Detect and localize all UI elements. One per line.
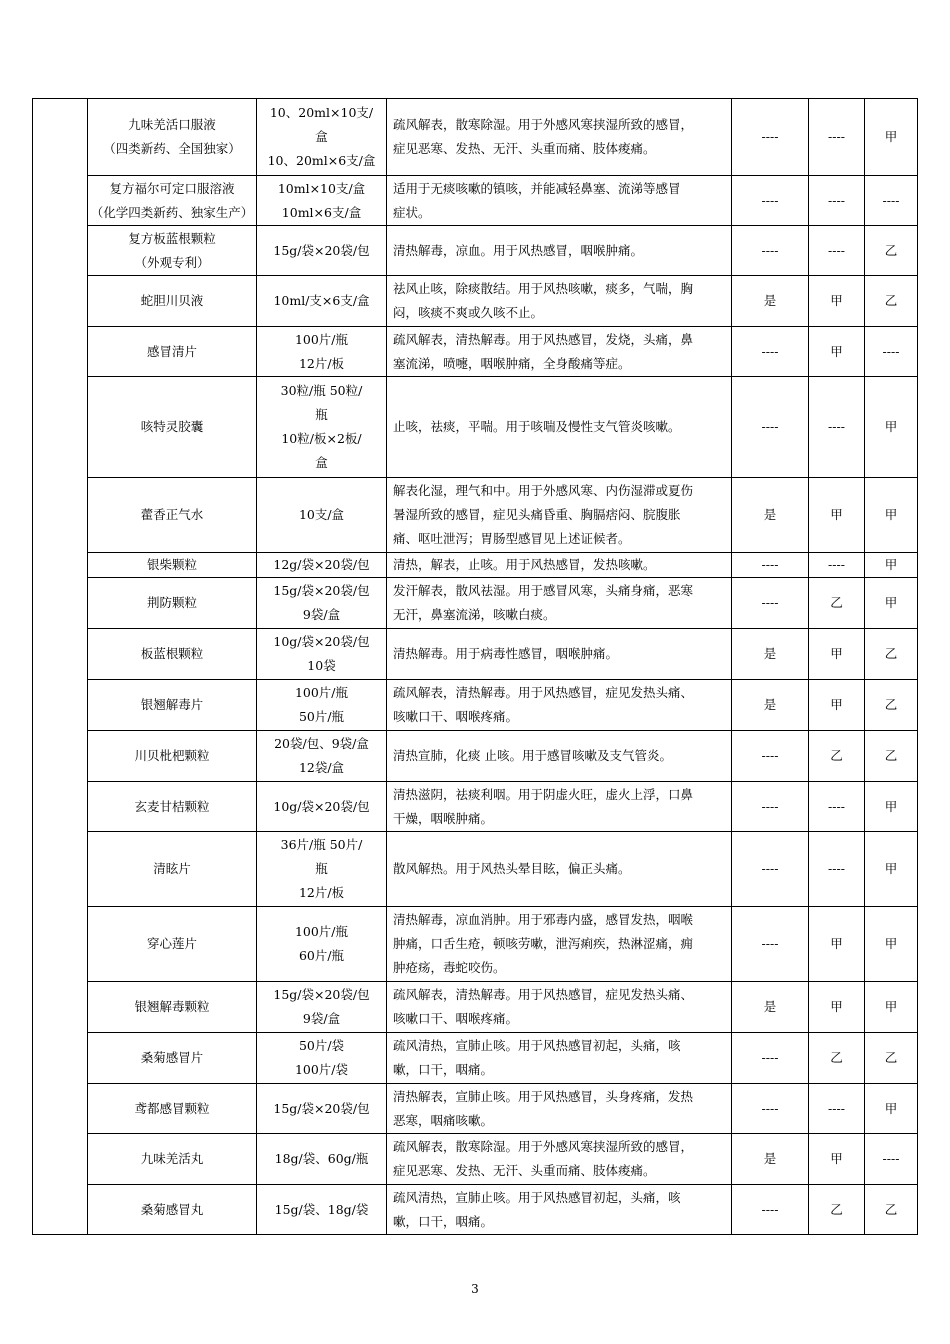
- flag-1: ----: [732, 377, 809, 478]
- table-row: [33, 478, 918, 553]
- flag-3: 甲: [865, 982, 918, 1033]
- drug-name-line: 银翘解毒片: [140, 697, 204, 712]
- drug-spec: [257, 680, 387, 731]
- drug-name-line: 九味羌活丸: [140, 1151, 204, 1166]
- drug-spec: [257, 478, 387, 553]
- drug-indication-line: 症状。: [393, 204, 431, 220]
- drug-spec-line: 10ml/支×6支/盒: [273, 293, 370, 308]
- drug-spec: [257, 99, 387, 176]
- page-number: 3: [471, 1282, 479, 1296]
- flag-3: ----: [865, 176, 918, 226]
- table-row: [33, 327, 918, 377]
- drug-indication-line: 清热解毒，凉血。用于风热感冒，咽喉肿痛。: [393, 242, 644, 258]
- drug-indication: [387, 1185, 732, 1235]
- drug-spec-line: 10g/袋×20袋/包: [273, 634, 370, 649]
- drug-name: [88, 832, 257, 907]
- table-row: [33, 629, 918, 680]
- flag-2: 乙: [809, 578, 865, 629]
- drug-indication: [387, 982, 732, 1033]
- drug-spec: [257, 1134, 387, 1185]
- drug-name-line: 桑菊感冒片: [140, 1050, 204, 1065]
- flag-2: ----: [809, 553, 865, 578]
- drug-name: [88, 578, 257, 629]
- drug-spec-line: 100片/瓶: [294, 331, 349, 347]
- drug-spec-line: 36片/瓶 50片/: [280, 837, 363, 852]
- drug-name: [88, 1185, 257, 1235]
- drug-indication-line: 闷，咳痰不爽或久咳不止。: [393, 305, 544, 320]
- flag-1: ----: [732, 1033, 809, 1084]
- drug-spec-line: 100片/袋: [294, 1062, 349, 1077]
- drug-name-line: 川贝枇杷颗粒: [134, 748, 210, 763]
- drug-spec-line: 盒: [315, 129, 328, 144]
- drug-indication: [387, 99, 732, 176]
- category-cell: [33, 99, 88, 1235]
- flag-2: 甲: [809, 276, 865, 327]
- table-row: [33, 1033, 918, 1084]
- table-row: [33, 731, 918, 782]
- drug-indication-line: 暑湿所致的感冒，症见头痛昏重、胸膈痞闷、脘腹胀: [393, 507, 681, 522]
- drug-spec-line: 10g/袋×20袋/包: [273, 798, 370, 814]
- drug-name: [88, 176, 257, 226]
- table-row: [33, 226, 918, 276]
- drug-spec: [257, 1185, 387, 1235]
- drug-indication-line: 发汗解表，散风祛湿。用于感冒风寒，头痛身痛，恶寒: [393, 583, 694, 598]
- drug-indication: [387, 731, 732, 782]
- drug-indication-line: 肿痛，口舌生疮，顿咳劳嗽，泄泻痢疾，热淋涩痛，痈: [393, 936, 694, 951]
- drug-indication-line: 恶寒，咽痛咳嗽。: [393, 1112, 494, 1128]
- flag-1: ----: [732, 553, 809, 578]
- flag-2: ----: [809, 832, 865, 907]
- drug-indication: [387, 478, 732, 553]
- flag-2: 甲: [809, 680, 865, 731]
- drug-spec-line: 15g/袋×20袋/包: [273, 1100, 370, 1116]
- flag-2: 乙: [809, 1185, 865, 1235]
- drug-name-line: 穿心莲片: [146, 936, 197, 951]
- flag-1: ----: [732, 327, 809, 377]
- drug-name: [88, 327, 257, 377]
- flag-3: 甲: [865, 578, 918, 629]
- table-row: [33, 1185, 918, 1235]
- drug-indication: [387, 176, 732, 226]
- table-row: [33, 1134, 918, 1185]
- drug-name: [88, 377, 257, 478]
- flag-1: ----: [732, 176, 809, 226]
- flag-2: 甲: [809, 907, 865, 982]
- flag-1: 是: [732, 680, 809, 731]
- table-row: [33, 377, 918, 478]
- drug-indication-line: 疏风解表，散寒除湿。用于外感风寒挟湿所致的感冒，: [393, 117, 694, 132]
- flag-1: 是: [732, 982, 809, 1033]
- flag-2: ----: [809, 377, 865, 478]
- drug-name-line: 银翘解毒颗粒: [134, 999, 210, 1014]
- drug-spec-line: 10、20ml×10支/: [269, 105, 374, 120]
- drug-indication: [387, 226, 732, 276]
- drug-indication-line: 解表化湿，理气和中。用于外感风寒、内伤湿滞或夏伤: [393, 483, 694, 498]
- flag-3: 乙: [865, 226, 918, 276]
- drug-spec-line: 50片/瓶: [298, 709, 345, 724]
- flag-1: ----: [732, 1185, 809, 1235]
- flag-3: ----: [865, 1134, 918, 1185]
- drug-indication-line: 散风解热。用于风热头晕目眩，偏正头痛。: [393, 861, 631, 876]
- flag-3: 甲: [865, 907, 918, 982]
- drug-name-line: 清眩片: [153, 861, 191, 876]
- drug-indication-line: 清热解毒。用于病毒性感冒，咽喉肿痛。: [393, 646, 619, 661]
- drug-spec: [257, 731, 387, 782]
- drug-name-line: 玄麦甘桔颗粒: [134, 798, 210, 814]
- flag-3: 乙: [865, 629, 918, 680]
- flag-3: 乙: [865, 276, 918, 327]
- drug-indication-line: 清热滋阴，祛痰利咽。用于阴虚火旺，虚火上浮，口鼻: [393, 786, 694, 802]
- drug-spec-line: 12片/板: [298, 355, 345, 371]
- drug-indication: [387, 327, 732, 377]
- flag-3: 甲: [865, 782, 918, 832]
- flag-1: 是: [732, 478, 809, 553]
- flag-1: 是: [732, 1134, 809, 1185]
- drug-name-line: 荆防颗粒: [146, 595, 197, 610]
- flag-1: ----: [732, 99, 809, 176]
- drug-indication-line: 痛、呕吐泄泻；胃肠型感冒见上述证候者。: [393, 531, 631, 546]
- table-body: [33, 99, 918, 1235]
- drug-spec-line: 20袋/包、9袋/盒: [274, 736, 369, 751]
- drug-spec: [257, 226, 387, 276]
- drug-indication-line: 祛风止咳，除痰散结。用于风热咳嗽，痰多，气喘，胸: [393, 281, 694, 296]
- table-row: [33, 680, 918, 731]
- drug-name-line: 复方福尔可定口服溶液: [109, 180, 235, 196]
- drug-name: [88, 99, 257, 176]
- drug-name: [88, 226, 257, 276]
- drug-indication-line: 疏风清热，宣肺止咳。用于风热感冒初起，头痛，咳: [393, 1038, 681, 1053]
- table-row: [33, 782, 918, 832]
- flag-2: ----: [809, 226, 865, 276]
- drug-spec-line: 10ml×10支/盒: [277, 180, 366, 196]
- drug-spec: [257, 327, 387, 377]
- drug-spec-line: 9袋/盒: [302, 1011, 341, 1026]
- drug-name-line: （四类新药、全国独家）: [103, 141, 241, 156]
- flag-1: ----: [732, 1084, 809, 1134]
- drug-name-line: 板蓝根颗粒: [140, 646, 204, 661]
- drug-name-line: 鸢都感冒颗粒: [134, 1100, 210, 1116]
- drug-spec: [257, 176, 387, 226]
- drug-spec: [257, 832, 387, 907]
- drug-indication-line: 疏风解表，清热解毒。用于风热感冒，症见发热头痛、: [393, 685, 694, 700]
- drug-indication: [387, 553, 732, 578]
- drug-spec: [257, 553, 387, 578]
- drug-indication-line: 无汗，鼻塞流涕，咳嗽白痰。: [393, 607, 556, 622]
- drug-spec: [257, 1033, 387, 1084]
- drug-name: [88, 478, 257, 553]
- flag-3: 乙: [865, 1033, 918, 1084]
- drug-name: [88, 553, 257, 578]
- drug-indication-line: 咳嗽口干、咽喉疼痛。: [393, 1011, 519, 1026]
- drug-indication: [387, 1033, 732, 1084]
- drug-indication-line: 嗽，口干，咽痛。: [393, 1213, 494, 1229]
- drug-spec-line: 18g/袋、60g/瓶: [274, 1151, 369, 1166]
- flag-1: ----: [732, 907, 809, 982]
- drug-spec-line: 10袋: [307, 658, 336, 673]
- drug-name-line: 藿香正气水: [140, 507, 204, 522]
- drug-spec-line: 60片/瓶: [298, 948, 345, 963]
- table-row: [33, 578, 918, 629]
- flag-3: 甲: [865, 478, 918, 553]
- table-row: [33, 276, 918, 327]
- drug-name: [88, 782, 257, 832]
- flag-3: 乙: [865, 1185, 918, 1235]
- drug-indication-line: 嗽，口干，咽痛。: [393, 1062, 494, 1077]
- drug-spec-line: 10支/盒: [298, 507, 345, 522]
- drug-indication: [387, 578, 732, 629]
- drug-spec: [257, 982, 387, 1033]
- drug-name: [88, 680, 257, 731]
- flag-3: 甲: [865, 1084, 918, 1134]
- drug-name: [88, 907, 257, 982]
- drug-indication: [387, 377, 732, 478]
- drug-spec: [257, 782, 387, 832]
- drug-indication-line: 干燥，咽喉肿痛。: [393, 810, 494, 826]
- drug-indication-line: 适用于无痰咳嗽的镇咳，并能减轻鼻塞、流涕等感冒: [393, 180, 681, 196]
- drug-name: [88, 1084, 257, 1134]
- drug-spec-line: 瓶: [315, 861, 328, 876]
- drug-spec-line: 12g/袋×20袋/包: [273, 557, 370, 572]
- drug-name-line: （外观专利）: [134, 254, 210, 270]
- flag-3: 乙: [865, 731, 918, 782]
- flag-1: 是: [732, 276, 809, 327]
- drug-spec-line: 12片/板: [298, 885, 345, 900]
- drug-indication-line: 清热宣肺，化痰 止咳。用于感冒咳嗽及支气管炎。: [393, 748, 672, 763]
- flag-2: ----: [809, 176, 865, 226]
- flag-1: 是: [732, 629, 809, 680]
- flag-1: ----: [732, 731, 809, 782]
- flag-3: 甲: [865, 832, 918, 907]
- flag-2: 甲: [809, 327, 865, 377]
- drug-indication-line: 清热解表，宣肺止咳。用于风热感冒，头身疼痛，发热: [393, 1088, 694, 1104]
- drug-spec-line: 瓶: [315, 407, 328, 422]
- flag-1: ----: [732, 832, 809, 907]
- table-row: [33, 1084, 918, 1134]
- drug-name-line: 感冒清片: [146, 343, 197, 359]
- drug-indication: [387, 680, 732, 731]
- drug-name: [88, 731, 257, 782]
- drug-indication-line: 清热解毒，凉血消肿。用于邪毒内盛，感冒发热，咽喉: [393, 912, 694, 927]
- drug-name-line: （化学四类新药、独家生产）: [90, 204, 254, 220]
- drug-indication-line: 疏风解表，清热解毒。用于风热感冒，发烧，头痛，鼻: [393, 331, 694, 347]
- drug-indication-line: 肿疮疡，毒蛇咬伤。: [393, 960, 506, 975]
- drug-spec-line: 50片/袋: [298, 1038, 345, 1053]
- drug-spec-line: 15g/袋×20袋/包: [273, 987, 370, 1002]
- drug-spec-line: 10ml×6支/盒: [281, 204, 362, 220]
- drug-name-line: 桑菊感冒丸: [140, 1201, 204, 1217]
- flag-3: ----: [865, 327, 918, 377]
- drug-name: [88, 1134, 257, 1185]
- drug-name-line: 九味羌活口服液: [128, 117, 216, 132]
- drug-name: [88, 1033, 257, 1084]
- drug-spec-line: 15g/袋×20袋/包: [273, 583, 370, 598]
- flag-2: ----: [809, 782, 865, 832]
- drug-spec-line: 15g/袋、18g/袋: [274, 1201, 369, 1217]
- drug-spec-line: 12袋/盒: [298, 760, 345, 775]
- drug-name-line: 咳特灵胶囊: [140, 419, 204, 434]
- flag-3: 乙: [865, 680, 918, 731]
- drug-spec: [257, 578, 387, 629]
- flag-1: ----: [732, 226, 809, 276]
- drug-indication: [387, 1134, 732, 1185]
- flag-3: 甲: [865, 377, 918, 478]
- drug-indication-line: 疏风清热，宣肺止咳。用于风热感冒初起，头痛，咳: [393, 1189, 681, 1205]
- drug-spec-line: 100片/瓶: [294, 924, 349, 939]
- drug-indication-line: 清热，解表，止咳。用于风热感冒，发热咳嗽。: [393, 557, 656, 572]
- flag-2: ----: [809, 99, 865, 176]
- flag-2: 甲: [809, 478, 865, 553]
- flag-3: 甲: [865, 553, 918, 578]
- drug-spec-line: 盒: [315, 455, 328, 470]
- table-row: [33, 99, 918, 176]
- table-row: [33, 553, 918, 578]
- table-row: [33, 832, 918, 907]
- flag-2: 甲: [809, 982, 865, 1033]
- table-row: [33, 907, 918, 982]
- drug-indication-line: 咳嗽口干、咽喉疼痛。: [393, 709, 519, 724]
- product-table: [32, 98, 918, 1235]
- table-row: [33, 982, 918, 1033]
- drug-spec-line: 10粒/板×2板/: [281, 431, 362, 446]
- drug-spec-line: 10、20ml×6支/盒: [267, 153, 376, 168]
- flag-2: 甲: [809, 629, 865, 680]
- drug-indication-line: 止咳，祛痰，平喘。用于咳喘及慢性支气管炎咳嗽。: [393, 419, 681, 434]
- drug-name-line: 复方板蓝根颗粒: [128, 230, 216, 246]
- flag-1: ----: [732, 578, 809, 629]
- drug-indication: [387, 907, 732, 982]
- drug-spec: [257, 276, 387, 327]
- table-row: [33, 176, 918, 226]
- drug-spec-line: 9袋/盒: [302, 607, 341, 622]
- drug-indication-line: 塞流涕，喷嚏，咽喉肿痛，全身酸痛等症。: [393, 355, 631, 371]
- drug-name-line: 银柴颗粒: [146, 557, 197, 572]
- drug-name: [88, 276, 257, 327]
- drug-indication-line: 疏风解表，散寒除湿。用于外感风寒挟湿所致的感冒，: [393, 1139, 694, 1154]
- flag-2: 甲: [809, 1134, 865, 1185]
- drug-spec-line: 100片/瓶: [294, 685, 349, 700]
- drug-indication: [387, 276, 732, 327]
- drug-spec: [257, 377, 387, 478]
- drug-spec-line: 30粒/瓶 50粒/: [280, 383, 363, 398]
- drug-indication-line: 症见恶寒、发热、无汗、头重而痛、肢体痠痛。: [393, 1163, 656, 1178]
- drug-name: [88, 629, 257, 680]
- flag-3: 甲: [865, 99, 918, 176]
- drug-name: [88, 982, 257, 1033]
- drug-spec: [257, 629, 387, 680]
- drug-spec: [257, 907, 387, 982]
- flag-2: ----: [809, 1084, 865, 1134]
- drug-indication-line: 症见恶寒、发热、无汗、头重而痛、肢体痠痛。: [393, 141, 656, 156]
- drug-indication-line: 疏风解表，清热解毒。用于风热感冒，症见发热头痛、: [393, 987, 694, 1002]
- drug-spec: [257, 1084, 387, 1134]
- drug-indication: [387, 1084, 732, 1134]
- drug-indication: [387, 629, 732, 680]
- flag-2: 乙: [809, 731, 865, 782]
- drug-spec-line: 15g/袋×20袋/包: [273, 242, 370, 258]
- drug-indication: [387, 782, 732, 832]
- flag-1: ----: [732, 782, 809, 832]
- drug-name-line: 蛇胆川贝液: [140, 293, 204, 308]
- drug-indication: [387, 832, 732, 907]
- flag-2: 乙: [809, 1033, 865, 1084]
